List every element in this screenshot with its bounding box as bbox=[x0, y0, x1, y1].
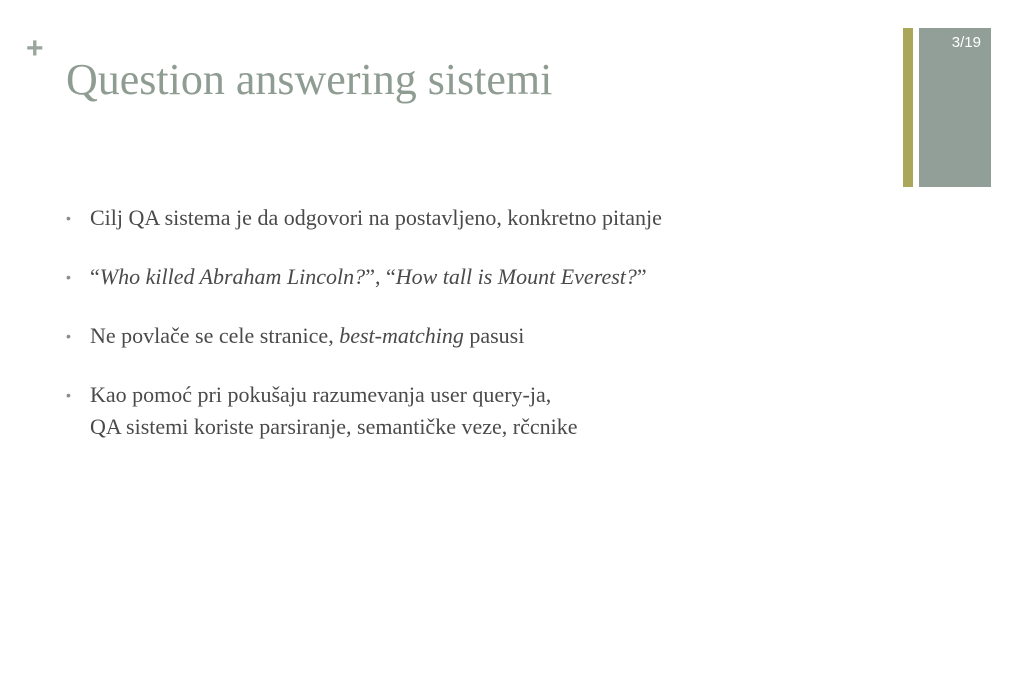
example-question: How tall is Mount Everest? bbox=[395, 264, 637, 289]
bullet-text-part: Cilj QA sistema je da odgovori na postavljeno, konkretno pitanje bbox=[90, 205, 662, 230]
quote-separator: ”, “ bbox=[365, 264, 396, 289]
bullet-list bbox=[66, 202, 896, 470]
accent-bar bbox=[903, 28, 913, 187]
close-quote: ” bbox=[636, 264, 647, 289]
bullet-item bbox=[66, 261, 896, 293]
plus-icon: + bbox=[26, 32, 44, 65]
bullet-text bbox=[90, 261, 896, 293]
bullet-text-line: Kao pomoć pri pokušaju razumevanja user query-ja, bbox=[90, 382, 552, 407]
bullet-marker: • bbox=[66, 328, 71, 344]
bullet-item bbox=[66, 320, 896, 352]
bullet-text-line: QA sistemi koriste parsiranje, semantičke veze, rčcnike bbox=[90, 414, 578, 439]
open-quote: “ bbox=[90, 264, 100, 289]
page-number: 3/19 bbox=[951, 34, 981, 51]
bullet-text bbox=[90, 320, 896, 352]
bullet-marker: • bbox=[66, 269, 71, 285]
bullet-marker: • bbox=[66, 387, 71, 403]
slide-title: Question answering sistemi bbox=[66, 55, 553, 104]
bullet-item bbox=[66, 202, 896, 234]
page-number-box bbox=[919, 28, 991, 187]
example-question: Who killed Abraham Lincoln? bbox=[99, 264, 366, 289]
bullet-marker: • bbox=[66, 210, 71, 226]
bullet-text-part: Ne povlače se cele stranice, bbox=[90, 323, 340, 348]
bullet-text bbox=[90, 202, 896, 234]
emphasis-term: best-matching bbox=[339, 323, 464, 348]
bullet-item bbox=[66, 379, 896, 443]
bullet-text-part: pasusi bbox=[463, 323, 525, 348]
